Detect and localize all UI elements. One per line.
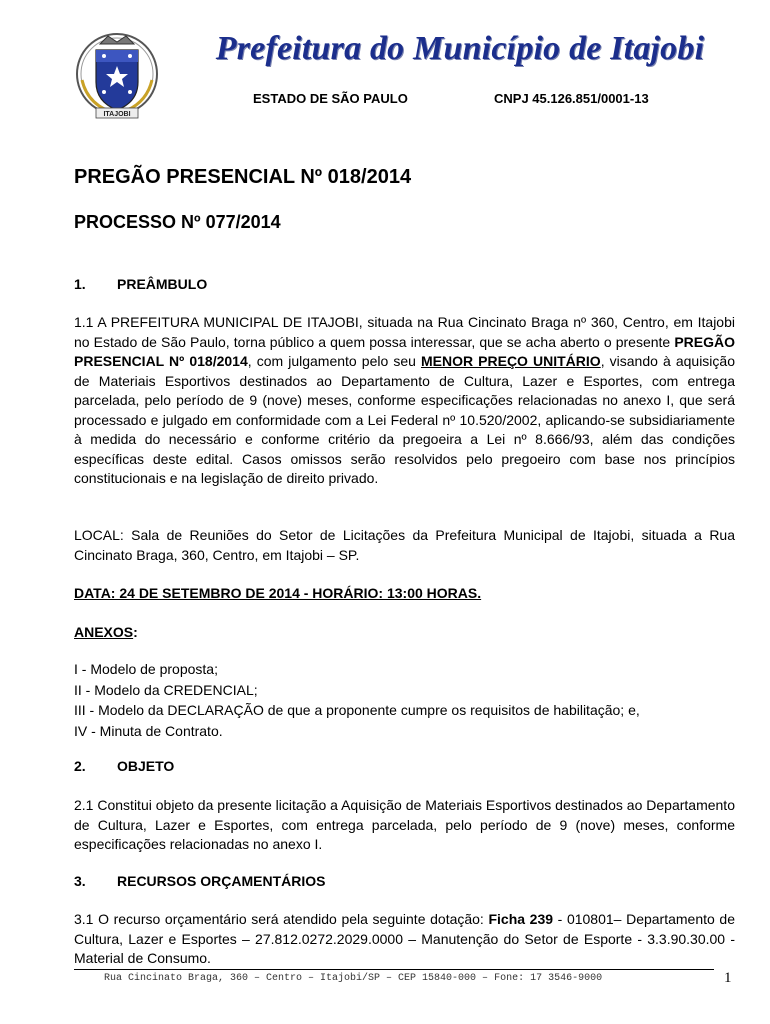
- svg-text:ITAJOBI: ITAJOBI: [103, 111, 131, 118]
- cnpj-label: CNPJ 45.126.851/0001-13: [494, 91, 649, 106]
- annex-colon: :: [133, 624, 138, 640]
- footer-divider: [74, 969, 714, 970]
- bold-underlined-text: MENOR PREÇO UNITÁRIO: [420, 353, 601, 369]
- section-3-heading: [74, 873, 325, 889]
- list-item: I - Modelo de proposta;: [74, 661, 218, 677]
- process-number: PROCESSO Nº 077/2014: [74, 212, 281, 232]
- object-paragraph: 2.1 Constitui objeto da presente licitação a Aquisição de Materiais Esportivos destinados ao Departamento de Cultura, Lazer e Esportes, com entrega parcelada, pelo período de 9 (nove) meses, conforme especificações relacionadas no anexo I.: [74, 797, 735, 852]
- section-title: RECURSOS ORÇAMENTÁRIOS: [117, 873, 326, 889]
- paragraph-text: 1.1 A PREFEITURA MUNICIPAL DE ITAJOBI, situada na Rua Cincinato Braga nº 360, Centro, em Itajobi no Estado de São Paulo, torna público a quem possa interessar, que se acha aberto o presente: [74, 314, 735, 350]
- bold-text: PREGÃO PRESENCIAL Nº 018/2014: [74, 333, 735, 369]
- paragraph-text: - 010801– Departamento de Cultura, Lazer e Esportes – 27.812.0272.2029.0000 – Manutenção do Setor de Esporte - 3.3.90.30.00 - Material de Consumo.: [74, 911, 735, 966]
- paragraph-text: , visando à aquisição de Materiais Esportivos destinados ao Departamento de Cultura, Lazer e Esportes, com entrega parcelada, pelo período de 9 (nove) meses, conforme especificações relacionadas no anexo I, que será processado e julgado em conformidade com a Lei Federal nº 10.520/2002, aplicando-se subsidiariamente à medida do necessário e conforme critério da pregoeira a Lei nº 8.666/93, além das condições específicas deste edital. Casos omissos serão resolvidos pelo pregoeiro com base nos princípios constitucionais e na legislação de direito privado.: [74, 353, 735, 486]
- section-title: PREÂMBULO: [117, 276, 208, 292]
- list-item: III - Modelo da DECLARAÇÃO de que a proponente cumpre os requisitos de habilitação; e,: [74, 702, 640, 718]
- state-label: ESTADO DE SÃO PAULO: [253, 91, 408, 106]
- page-number: 1: [724, 970, 732, 986]
- annex-label: ANEXOS: [74, 624, 134, 640]
- section-2-heading: [74, 758, 174, 774]
- section-number: 2.: [74, 758, 86, 774]
- local-paragraph: LOCAL: Sala de Reuniões do Setor de Licitações da Prefeitura Municipal de Itajobi, situada a Rua Cincinato Braga, 360, Centro, em Itajobi – SP.: [74, 527, 735, 563]
- bold-text: Ficha 239: [488, 911, 554, 927]
- section-number: 3.: [74, 873, 86, 889]
- annex-list: [74, 659, 735, 741]
- annex-heading: [74, 623, 735, 643]
- list-item: II - Modelo da CREDENCIAL;: [74, 681, 258, 698]
- municipal-crest-logo: [74, 30, 160, 120]
- paragraph-text: , com julgamento pelo seu: [247, 353, 421, 369]
- budget-paragraph: [74, 910, 735, 969]
- paragraph-text: 3.1 O recurso orçamentário será atendido pela seguinte dotação:: [74, 911, 489, 927]
- municipality-title: Prefeitura do Município de Itajobi: [215, 30, 705, 67]
- section-1-heading: [74, 276, 207, 292]
- section-title: OBJETO: [117, 758, 175, 774]
- document-title: PREGÃO PRESENCIAL Nº 018/2014: [74, 166, 412, 188]
- list-item: IV - Minuta de Contrato.: [74, 722, 223, 739]
- section-number: 1.: [74, 276, 86, 292]
- date-line: DATA: 24 DE SETEMBRO DE 2014 - HORÁRIO: 13:00 HORAS.: [74, 585, 482, 601]
- preamble-paragraph: [74, 313, 735, 489]
- footer-address: Rua Cincinato Braga, 360 – Centro – Itajobi/SP – CEP 15840-000 – Fone: 17 3546-9000: [104, 973, 603, 984]
